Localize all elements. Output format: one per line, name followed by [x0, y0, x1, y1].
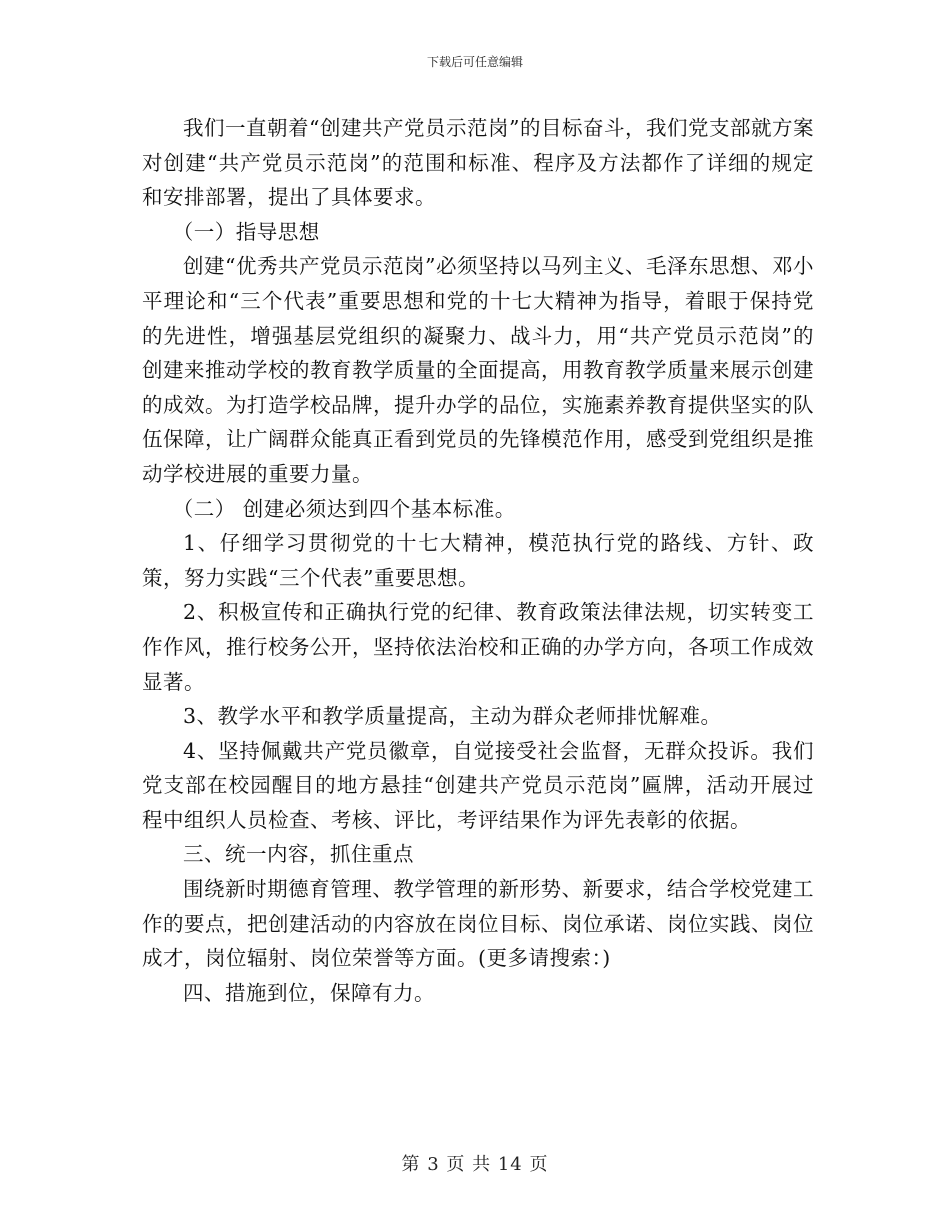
section-heading-guiding-thought: （一）指导思想 — [172, 219, 320, 244]
section-heading-standards: （二） 创建必须达到四个基本标准。 — [172, 496, 516, 521]
list-item-standard-4: 4、坚持佩戴共产党员徽章，自觉接受社会监督，无群众投诉。我们党支部在校园醒目的地方悬挂“创建共产党员示范岗”匾牌，活动开展过程中组织人员检查、考核、评比，考评结果作为评先表彰的依据。 — [142, 738, 814, 832]
list-item-standard-1: 1、仔细学习贯彻党的十七大精神，模范执行党的路线、方针、政策，努力实践“三个代表”重要思想。 — [142, 531, 814, 590]
paragraph-guiding-thought: 创建“优秀共产党员示范岗”必须坚持以马列主义、毛泽东思想、邓小平理论和“三个代表”重要思想和党的十七大精神为指导，着眼于保持党的先进性，增强基层党组织的凝聚力、战斗力，用“共产党员示范岗”的创建来推动学校的教育教学质量的全面提高，用教育教学质量来展示创建的成效。为打造学校品牌，提升办学的品位，实施素养教育提供坚实的队伍保障，让广阔群众能真正看到党员的先锋模范作用，感受到党组织是推动学校进展的重要力量。 — [142, 254, 814, 486]
paragraph-unified-content: 围绕新时期德育管理、教学管理的新形势、新要求，结合学校党建工作的要点，把创建活动的内容放在岗位目标、岗位承诺、岗位实践、岗位成才，岗位辐射、岗位荣誉等方面。(更多请搜索：) — [142, 877, 814, 971]
paragraph-intro: 我们一直朝着“创建共产党员示范岗”的目标奋斗，我们党支部就方案对创建“共产党员示范岗”的范围和标准、程序及方法都作了详细的规定和安排部署，提出了具体要求。 — [142, 116, 814, 210]
page-number: 第 3 页 共 14 页 — [401, 1154, 549, 1175]
list-item-standard-3: 3、教学水平和教学质量提高，主动为群众老师排忧解难。 — [183, 704, 722, 729]
section-heading-measures: 四、措施到位，保障有力。 — [183, 980, 435, 1005]
page-header-note: 下载后可任意编辑 — [426, 55, 523, 69]
list-item-standard-2: 2、积极宣传和正确执行党的纪律、教育政策法律法规，切实转变工作作风，推行校务公开，坚持依法治校和正确的办学方向，各项工作成效显著。 — [142, 600, 814, 694]
document-body — [142, 111, 814, 1010]
section-heading-unified-content: 三、统一内容，抓住重点 — [183, 842, 414, 867]
